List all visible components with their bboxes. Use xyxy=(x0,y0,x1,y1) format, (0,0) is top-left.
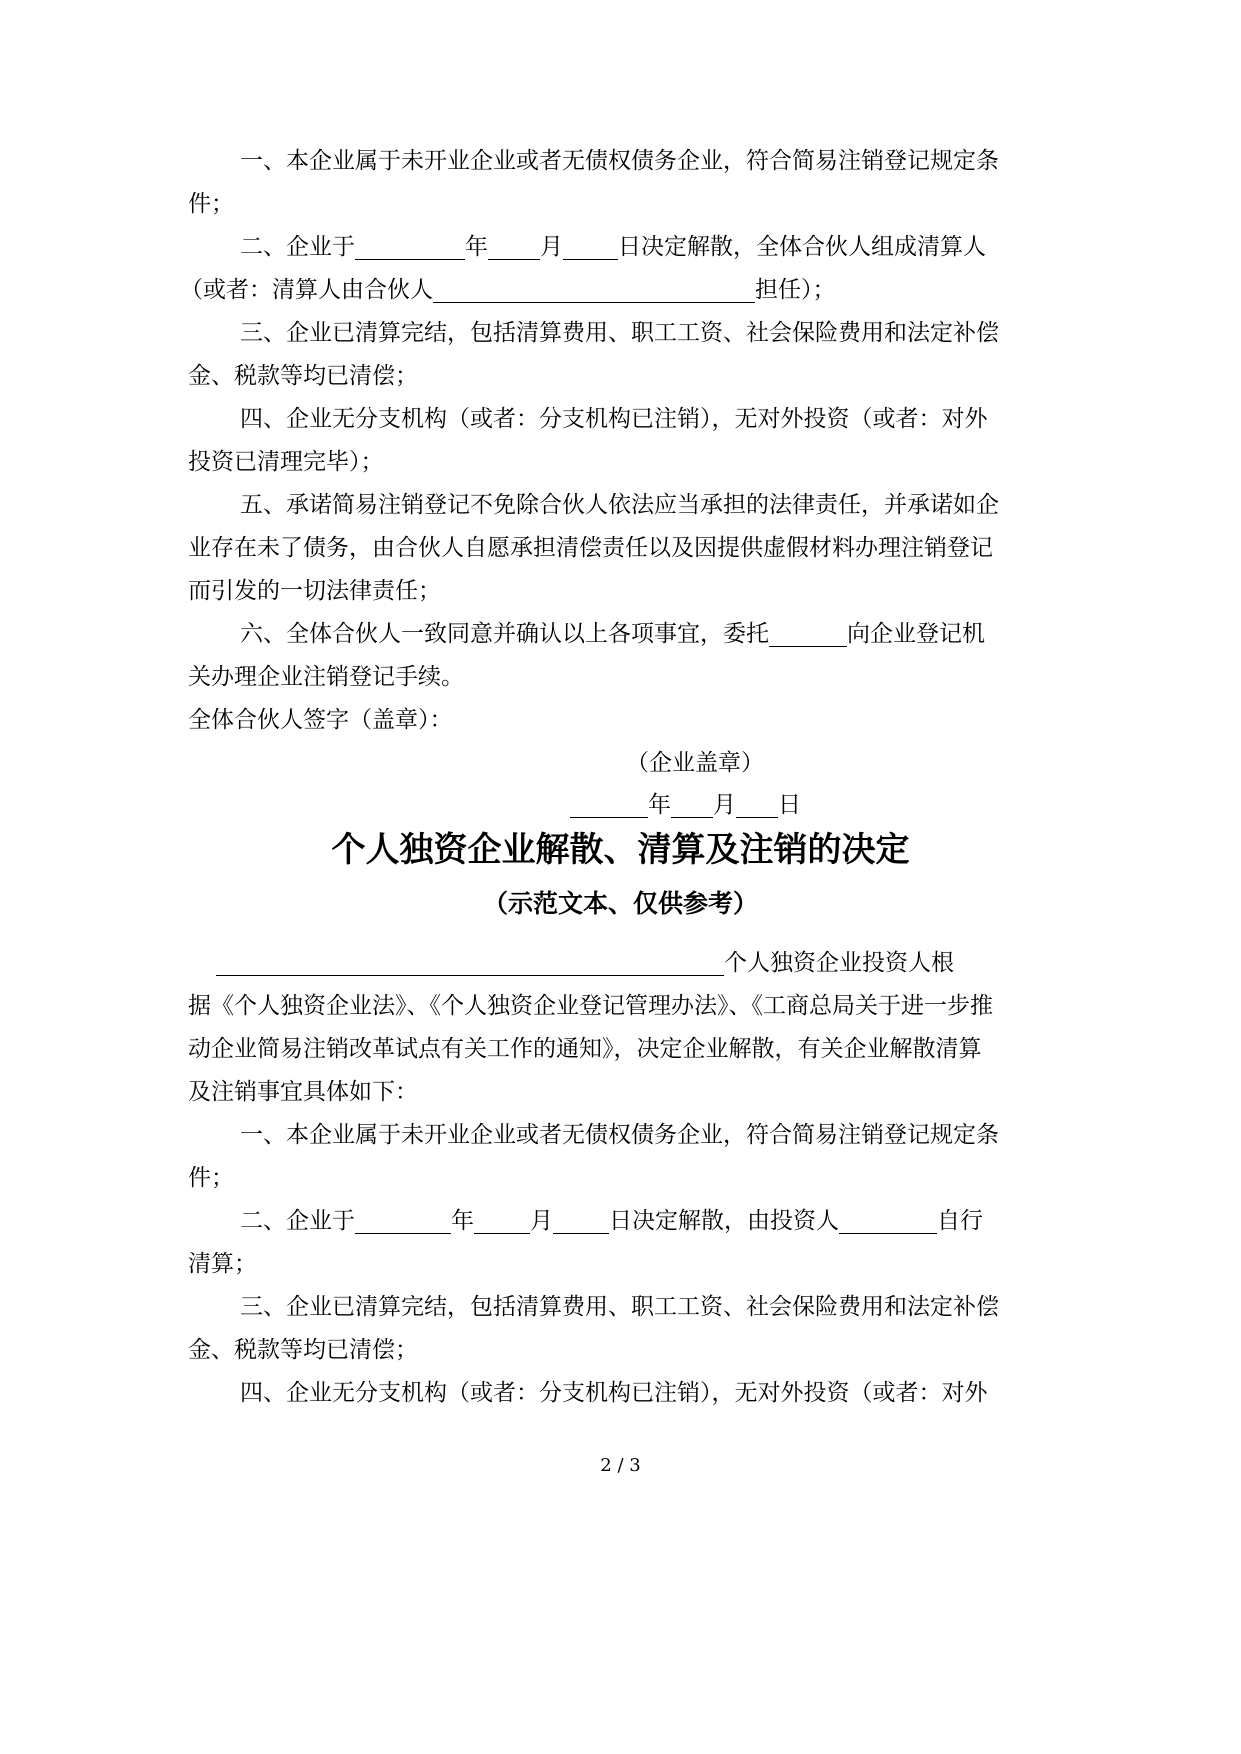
s2-item2-line1 xyxy=(240,1206,983,1236)
day-blank[interactable] xyxy=(563,233,618,260)
intro-line1 xyxy=(216,948,954,978)
page-number: 2 / 3 xyxy=(600,1455,641,1476)
item1-line1: 一、本企业属于未开业企业或者无债权债务企业，符合简易注销登记规定条 xyxy=(240,148,999,174)
partners-signature: 全体合伙人签字（盖章）： xyxy=(188,707,453,733)
s2-item3-line1: 三、企业已清算完结，包括清算费用、职工工资、社会保险费用和法定补偿 xyxy=(240,1294,999,1320)
item5-line3: 而引发的一切法律责任； xyxy=(188,578,441,604)
s2-month-blank[interactable] xyxy=(474,1207,530,1234)
item4-line2: 投资已清理完毕）； xyxy=(188,449,384,475)
item2-text-a: 二、企业于 xyxy=(240,234,355,260)
intro-line2: 据《个人独资企业法》、《个人独资企业登记管理办法》、《工商总局关于进一步推 xyxy=(188,993,993,1019)
item6-text-b: 向企业登记机 xyxy=(847,621,985,647)
s2-item2-line2: 清算； xyxy=(188,1251,257,1277)
liquidator-blank[interactable] xyxy=(433,276,755,303)
seal-month-blank[interactable] xyxy=(671,791,713,818)
item6-text-a: 六、全体合伙人一致同意并确认以上各项事宜，委托 xyxy=(240,621,769,647)
month-blank[interactable] xyxy=(488,233,540,260)
item6-line1 xyxy=(240,619,985,649)
s2-investor-blank[interactable] xyxy=(839,1207,937,1234)
s2-year-blank[interactable] xyxy=(355,1207,451,1234)
s2-item2-text-c: 月 xyxy=(530,1208,553,1234)
enterprise-seal: （企业盖章） xyxy=(626,750,764,776)
intro-line4: 及注销事宜具体如下： xyxy=(188,1079,418,1105)
intro-line3: 动企业简易注销改革试点有关工作的通知》，决定企业解散，有关企业解散清算 xyxy=(188,1036,982,1062)
seal-date xyxy=(570,790,801,820)
year-blank[interactable] xyxy=(355,233,465,260)
item3-line2: 金、税款等均已清偿； xyxy=(188,363,418,389)
item2-text-b: 年 xyxy=(465,234,488,260)
seal-month-label: 月 xyxy=(713,792,736,818)
entrusted-blank[interactable] xyxy=(769,620,847,647)
s2-item2-text-b: 年 xyxy=(451,1208,474,1234)
document-subtitle: （示范文本、仅供参考） xyxy=(482,889,758,918)
seal-day-label: 日 xyxy=(778,792,801,818)
item2-text-f: 担任）； xyxy=(755,277,836,303)
s2-item1-line1: 一、本企业属于未开业企业或者无债权债务企业，符合简易注销登记规定条 xyxy=(240,1122,999,1148)
item3-line1: 三、企业已清算完结，包括清算费用、职工工资、社会保险费用和法定补偿 xyxy=(240,320,999,346)
s2-item2-text-a: 二、企业于 xyxy=(240,1208,355,1234)
investor-name-blank[interactable] xyxy=(216,949,724,976)
item5-line1: 五、承诺简易注销登记不免除合伙人依法应当承担的法律责任，并承诺如企 xyxy=(240,492,999,518)
item6-line2: 关办理企业注销登记手续。 xyxy=(188,664,464,690)
s2-item3-line2: 金、税款等均已清偿； xyxy=(188,1337,418,1363)
item2-line1 xyxy=(240,232,986,262)
document-title: 个人独资企业解散、清算及注销的决定 xyxy=(331,830,910,870)
item2-text-c: 月 xyxy=(540,234,563,260)
s2-item2-text-d: 日决定解散，由投资人 xyxy=(609,1208,839,1234)
intro-text-a: 个人独资企业投资人根 xyxy=(724,950,954,976)
seal-year-label: 年 xyxy=(648,792,671,818)
s2-item1-line2: 件； xyxy=(188,1165,234,1191)
item2-text-d: 日决定解散，全体合伙人组成清算人 xyxy=(618,234,986,260)
seal-day-blank[interactable] xyxy=(736,791,778,818)
item1-line2: 件； xyxy=(188,191,234,217)
item5-line2: 业存在未了债务，由合伙人自愿承担清偿责任以及因提供虚假材料办理注销登记 xyxy=(188,535,993,561)
s2-item4-line1: 四、企业无分支机构（或者：分支机构已注销），无对外投资（或者：对外 xyxy=(240,1380,988,1406)
seal-year-blank[interactable] xyxy=(570,791,648,818)
s2-day-blank[interactable] xyxy=(553,1207,609,1234)
s2-item2-text-e: 自行 xyxy=(937,1208,983,1234)
item4-line1: 四、企业无分支机构（或者：分支机构已注销），无对外投资（或者：对外 xyxy=(240,406,988,432)
item2-line2 xyxy=(180,275,836,305)
item2-text-e: （或者：清算人由合伙人 xyxy=(180,277,433,303)
